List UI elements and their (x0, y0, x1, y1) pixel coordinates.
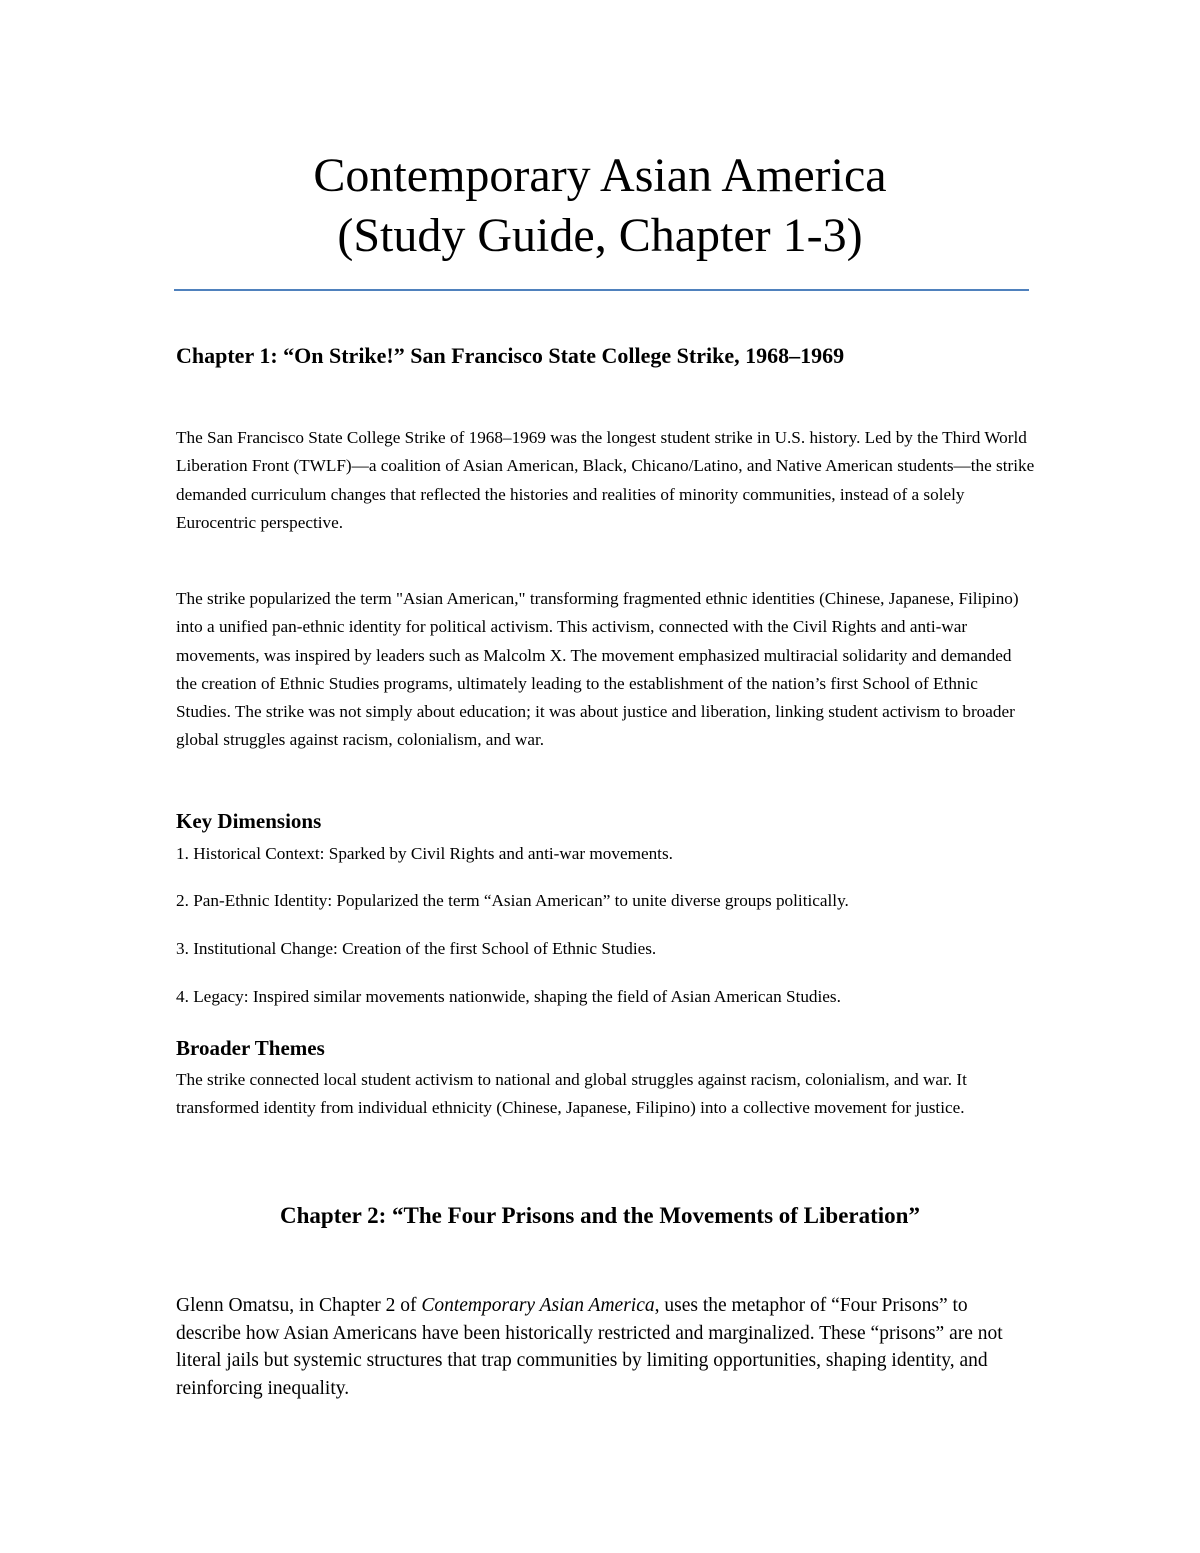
key-dimensions-heading: Key Dimensions (176, 809, 322, 833)
key-dimension-item: 3. Institutional Change: Creation of the first School of Ethnic Studies. (176, 939, 657, 958)
chapter-1-heading: Chapter 1: “On Strike!” San Francisco State College Strike, 1968–1969 (176, 343, 845, 368)
key-dimension-item: 1. Historical Context: Sparked by Civil Rights and anti-war movements. (176, 844, 673, 863)
key-dimension-item: 4. Legacy: Inspired similar movements nationwide, shaping the field of Asian American Studies. (176, 987, 841, 1006)
chapter-1-paragraph-2: The strike popularized the term "Asian American," transforming fragmented ethnic identities (Chinese, Japanese, Filipino) into a unified pan-ethnic identity for political activism. This activism, connected with the Civil Rights and anti-war movements, was inspired by leaders such as Malcolm X. The movement emphasized multiracial solidarity and demanded the creation of Ethnic Studies programs, ultimately leading to the establishment of the nation’s first School of Ethnic Studies. The strike was not simply about education; it was about justice and liberation, linking student activism to broader global struggles against racism, colonialism, and war. (176, 589, 1019, 750)
title-divider (174, 289, 1029, 291)
chapter-2-intro-text-end: , uses the metaphor of “Four Prisons” to describe how Asian Americans have been historically restricted and marginalized. These “prisons” are not literal jails but systemic structures that trap communities by limiting opportunities, shaping identity, and reinforcing inequality. (176, 1295, 1003, 1399)
key-dimension-item: 2. Pan-Ethnic Identity: Popularized the term “Asian American” to unite diverse groups politically. (176, 891, 849, 910)
broader-themes-paragraph: The strike connected local student activism to national and global struggles against racism, colonialism, and war. It transformed identity from individual ethnicity (Chinese, Japanese, Filipino) into a collective movement for justice. (176, 1070, 967, 1118)
document-title-line-2: (Study Guide, Chapter 1-3) (337, 209, 863, 262)
chapter-1-paragraph-1: The San Francisco State College Strike of 1968–1969 was the longest student strike in U.S. history. Led by the Third World Liberation Front (TWLF)—a coalition of Asian American, Black, Chicano/Latino, and Native American students—the strike demanded curriculum changes that reflected the histories and realities of minority communities, instead of a solely Eurocentric perspective. (176, 428, 1035, 532)
document-title-line-1: Contemporary Asian America (313, 149, 887, 202)
chapter-2-intro-text-start: Glenn Omatsu, in Chapter 2 of (176, 1295, 422, 1316)
book-title: Contemporary Asian America (421, 1295, 655, 1316)
chapter-2-heading: Chapter 2: “The Four Prisons and the Movements of Liberation” (280, 1203, 920, 1228)
chapter-2-intro-paragraph (176, 1292, 1036, 1402)
broader-themes-heading: Broader Themes (176, 1036, 325, 1060)
